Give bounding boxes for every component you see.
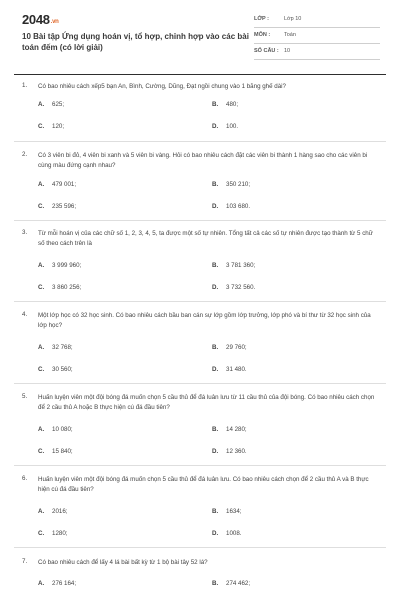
option-text: 3 732 560. [226, 284, 256, 291]
option-a[interactable] [38, 181, 76, 188]
option-b[interactable] [212, 181, 250, 188]
option-text: 10 080; [52, 426, 73, 433]
option-letter: A. [38, 262, 45, 269]
option-letter: C. [38, 203, 45, 210]
document-header [0, 0, 400, 76]
header-divider [14, 74, 386, 75]
option-b[interactable] [212, 508, 241, 515]
option-letter: B. [212, 580, 219, 587]
site-logo[interactable] [22, 12, 59, 27]
option-b[interactable] [212, 344, 247, 351]
question-number: 3. [22, 229, 28, 236]
option-text: 12 360. [226, 448, 247, 455]
option-letter: C. [38, 284, 45, 291]
option-a[interactable] [38, 344, 73, 351]
option-letter: B. [212, 426, 219, 433]
question-number: 7. [22, 558, 28, 565]
option-text: 30 560; [52, 366, 73, 373]
option-a[interactable] [38, 426, 73, 433]
option-letter: D. [212, 123, 219, 130]
meta-row-subject [254, 30, 380, 44]
option-d[interactable] [212, 448, 247, 455]
option-b[interactable] [212, 101, 238, 108]
option-text: 276 164; [52, 580, 77, 587]
option-letter: B. [212, 181, 219, 188]
option-text: 103 680. [226, 203, 251, 210]
option-b[interactable] [212, 262, 255, 269]
option-text: 625; [52, 101, 65, 108]
meta-value: Lớp 10 [284, 16, 302, 22]
option-text: 480; [226, 101, 239, 108]
question-number: 2. [22, 151, 28, 158]
option-d[interactable] [212, 123, 238, 130]
option-letter: A. [38, 344, 45, 351]
meta-value: 10 [284, 48, 291, 54]
option-text: 31 480. [226, 366, 247, 373]
option-text: 274 462; [226, 580, 251, 587]
option-b[interactable] [212, 580, 250, 587]
option-d[interactable] [212, 203, 250, 210]
option-text: 14 280; [226, 426, 247, 433]
option-d[interactable] [212, 530, 241, 537]
option-a[interactable] [38, 580, 76, 587]
option-letter: D. [212, 530, 219, 537]
option-text: 32 768; [52, 344, 73, 351]
question-divider [14, 383, 386, 384]
option-text: 235 596; [52, 203, 77, 210]
option-letter: A. [38, 181, 45, 188]
question-number: 6. [22, 475, 28, 482]
option-c[interactable] [38, 530, 67, 537]
logo-text: 2048 [22, 12, 50, 27]
option-text: 3 999 960; [52, 262, 82, 269]
option-letter: A. [38, 580, 45, 587]
question-number: 5. [22, 393, 28, 400]
option-c[interactable] [38, 366, 73, 373]
option-c[interactable] [38, 123, 64, 130]
meta-label: SỐ CÂU : [254, 48, 279, 54]
option-c[interactable] [38, 203, 76, 210]
option-c[interactable] [38, 284, 81, 291]
option-letter: D. [212, 448, 219, 455]
option-text: 100. [226, 123, 239, 130]
option-text: 350 210; [226, 181, 251, 188]
option-a[interactable] [38, 262, 81, 269]
option-text: 1008. [226, 530, 242, 537]
question-divider [14, 141, 386, 142]
question-number: 1. [22, 82, 28, 89]
option-letter: D. [212, 284, 219, 291]
meta-label: MÔN : [254, 32, 271, 38]
option-text: 1280; [52, 530, 68, 537]
question-text: Một lớp học có 32 học sinh. Có bao nhiêu cách bầu ban cán sự lớp gồm lớp trưởng, lớp phó và bí thư từ 32 học sinh của lớp học? [38, 312, 371, 329]
option-text: 120; [52, 123, 65, 130]
meta-info-box [254, 14, 380, 62]
option-text: 3 860 256; [52, 284, 82, 291]
document-title: 10 Bài tập Ứng dụng hoán vị, tổ hợp, chỉnh hợp vào các bài toán đếm (có lời giải) [22, 32, 249, 52]
option-text: 15 840; [52, 448, 73, 455]
meta-row-question-count [254, 46, 380, 60]
option-text: 479 001; [52, 181, 77, 188]
option-text: 2016; [52, 508, 68, 515]
meta-label: LỚP : [254, 16, 269, 22]
question-text: Có 3 viên bi đỏ, 4 viên bi xanh và 5 viên bi vàng. Hỏi có bao nhiêu cách đặt các viên bi thành 1 hàng sao cho các viên bi cùng màu đứng cạnh nhau? [38, 152, 368, 169]
question-divider [14, 465, 386, 466]
option-text: 1634; [226, 508, 242, 515]
option-text: 3 781 360; [226, 262, 256, 269]
option-text: 29 760; [226, 344, 247, 351]
option-a[interactable] [38, 101, 64, 108]
option-letter: A. [38, 101, 45, 108]
question-divider [14, 547, 386, 548]
question-divider [14, 220, 386, 221]
question-text: Từ mỗi hoán vị của các chữ số 1, 2, 3, 4, 5, ta được một số tự nhiên. Tổng tất cả các số tự nhiên được tạo thành từ 5 chữ số theo cách trên là [38, 230, 373, 247]
meta-row-class [254, 14, 380, 28]
option-a[interactable] [38, 508, 67, 515]
option-d[interactable] [212, 284, 255, 291]
option-letter: C. [38, 123, 45, 130]
option-letter: D. [212, 203, 219, 210]
question-text: Huấn luyện viên một đội bóng đá muốn chọn 5 cầu thủ để đá luân lưu. Có bao nhiêu cách chọn để 2 cầu thủ A và B thực hiện cú đá đầu tiên? [38, 476, 369, 493]
option-letter: B. [212, 344, 219, 351]
logo-tld: .vn [50, 19, 59, 25]
option-d[interactable] [212, 366, 247, 373]
option-letter: B. [212, 101, 219, 108]
option-letter: A. [38, 508, 45, 515]
question-text: Huấn luyện viên một đội bóng đá muốn chọn 5 cầu thủ để đá luân lưu từ 11 cầu thủ của đội bóng. Có bao nhiêu cách chọn để 2 cầu thủ A hoặc B thực hiện cú đá đầu tiên? [38, 394, 375, 411]
option-c[interactable] [38, 448, 73, 455]
option-letter: D. [212, 366, 219, 373]
option-b[interactable] [212, 426, 247, 433]
option-letter: C. [38, 366, 45, 373]
question-divider [14, 301, 386, 302]
meta-value: Toán [284, 32, 296, 38]
option-letter: B. [212, 262, 219, 269]
question-text: Có bao nhiêu cách xếp5 bạn An, Bình, Cường, Dũng, Đạt ngồi chung vào 1 băng ghế dài? [38, 83, 286, 90]
question-text: Có bao nhiêu cách để lấy 4 lá bài bất kỳ từ 1 bộ bài tây 52 lá? [38, 559, 208, 566]
option-letter: C. [38, 448, 45, 455]
question-number: 4. [22, 311, 28, 318]
option-letter: B. [212, 508, 219, 515]
option-letter: C. [38, 530, 45, 537]
option-letter: A. [38, 426, 45, 433]
